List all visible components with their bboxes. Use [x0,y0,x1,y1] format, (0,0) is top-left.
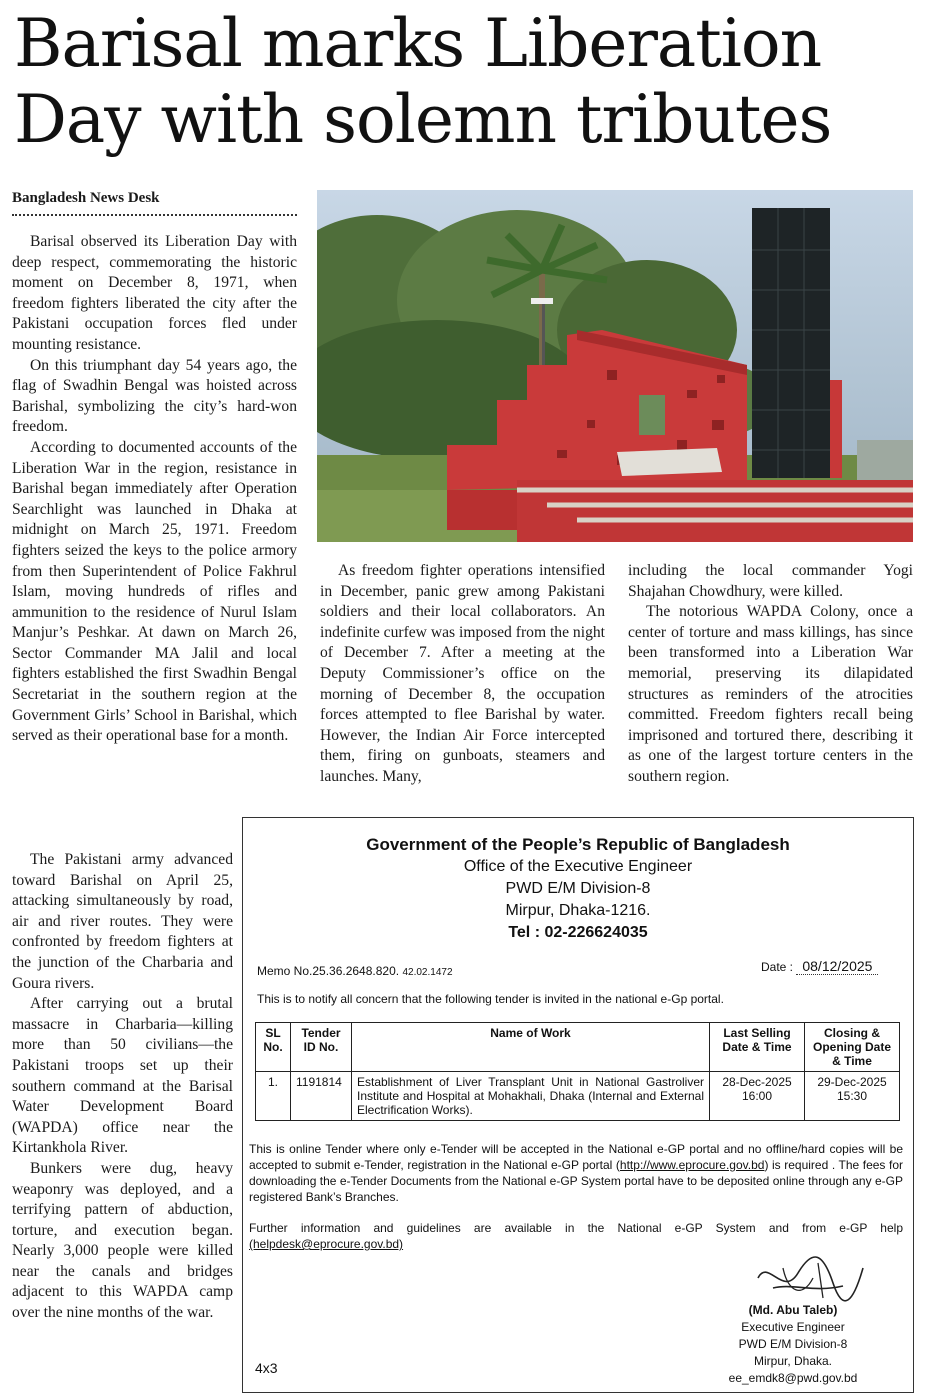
date-value: 08/12/2025 [796,958,878,975]
work-cell: Establishment of Liver Transplant Unit in National Gastroliver Institute and Hospital at Mohakhali, Dhaka (Internal and External Electrification Works). [352,1072,710,1121]
tender-id-cell: 1191814 [291,1072,352,1121]
selling-time: 16:00 [741,1089,773,1103]
paragraph: including the local commander Yogi Shajahan Chowdhury, were killed. [628,562,913,600]
paragraph: Bunkers were dug, heavy weaponry was deployed, and a terrifying pattern of abduction, torture, and execution began. Nearly 3,000 people were killed near the canals and bridges adjacent to this WAPDA camp over the nine months of the war. [12,1159,233,1322]
memo-suffix: 42.02.1472 [402,967,453,978]
article-column-2 [320,561,605,788]
eprocure-link[interactable]: http://www.eprocure.gov.bd [619,1158,765,1172]
closing-date: 29-Dec-2025 [817,1075,887,1089]
signer-division: PWD E/M Division-8 [738,1337,848,1351]
tender-table [255,1022,900,1121]
closing-time: 15:30 [836,1089,868,1103]
paragraph: After carrying out a brutal massacre in Charbaria—killing more than 50 civilians—the Pakistani troops set up their southern command at the Barisal Water Development Board (WAPDA) office near the Kirtankhola River. [12,995,233,1157]
byline: Bangladesh News Desk [12,190,297,216]
gov-title: Government of the People’s Republic of Bangladesh [366,835,790,854]
memorial-photo [317,190,913,542]
paragraph: As freedom fighter operations intensified in December, panic grew among Pakistani soldiers and their local collaborators. An indefinite curfew was imposed from the night of December 7. After a meeting at the Deputy Commissioner’s office on the morning of December 8, the occupation forces attempted to flee Barishal by water. However, the Indian Air Force intercepted them, firing on gunboats, steamers and launches. Many, [320,562,605,785]
signer-title: Executive Engineer [741,1320,845,1334]
selling-cell [710,1072,805,1121]
table-row [256,1072,900,1121]
paragraph: The notorious WAPDA Colony, once a center of torture and mass killings, has since been transformed into a Liberation War memorial, preserving its dilapidated structures as reminders of the atrocities committed. Freedom fighters recall being imprisoned and tortured there, describing it as one of the largest torture centers in the southern region. [628,603,913,785]
online-note-part2: ) is required . The fees for downloading the e-Tender Documents from the National e-GP System portal have to be deposited online through any e-GP registered Bank’s Branches. [249,1158,903,1204]
col-header: Tender ID No. [291,1023,352,1072]
signature-block [713,1302,873,1387]
col-header: Closing & Opening Date & Time [805,1023,900,1072]
online-note-part1: This is online Tender where only e-Tender will be accepted in the National e-GP portal and no offline/hard copies will be accepted to submit e-Tender, registration in the National e-GP portal ( [249,1142,903,1172]
paragraph: Barisal observed its Liberation Day with deep respect, commemorating the historic moment on December 8, 1971, when freedom fighters liberated the city after the Pakistani occupation forces fled under mounting resistance. [12,233,297,353]
office-title: Office of the Executive Engineer [463,858,693,875]
table-header-row [256,1023,900,1072]
sl-cell: 1. [256,1072,291,1121]
paragraph: According to documented accounts of the Liberation War in the region, resistance in Barishal began immediately after Operation Searchlight was launched in Dhaka at midnight on March 25, 1971. Freedom fighters seized the keys to the police armory from then Superintendent of Police Fakhrul Islam, moving hundreds of rifles and ammunition to the residence of Nurul Islam Manjur’s Peshkar. At dawn on March 26, Sector Commander MA Jalil and local fighters established the first Swadhin Bengal Secretariat in the southern region at the Government Girls’ School in Barishal, which served as their operational base for a month. [12,438,297,745]
further-info-text: Further information and guidelines are available in the National e-GP System and from e-GP help [249,1221,903,1235]
signer-name: (Md. Abu Taleb) [748,1303,838,1317]
signer-email: ee_emdk8@pwd.gov.bd [728,1371,858,1385]
tender-notice [242,817,914,1393]
signature-icon [743,1248,873,1308]
article-column-1-continued [12,850,233,1324]
division-title: PWD E/M Division-8 [505,880,651,897]
memo-line [257,964,453,978]
headline: Barisal marks Liberation Day with solemn tributes [14,5,832,158]
date-line [761,958,878,974]
selling-date: 28-Dec-2025 [722,1075,792,1089]
online-note [249,1141,903,1205]
office-address: Mirpur, Dhaka-1216. [505,902,651,919]
memo-number: Memo No.25.36.2648.820. [257,964,400,978]
helpdesk-email[interactable]: (helpdesk@eprocure.gov.bd) [249,1237,404,1251]
liberation-memorial-image [317,190,913,542]
date-label: Date : [761,960,794,974]
col-header: Last Selling Date & Time [710,1023,805,1072]
paragraph: The Pakistani army advanced toward Barishal on April 25, attacking simultaneously by road, air and river routes. They were confronted by freedom fighters at the junction of the Charbaria and Goura rivers. [12,851,233,992]
office-tel: Tel : 02-226624035 [508,924,648,941]
signer-address: Mirpur, Dhaka. [753,1354,833,1368]
col-header: Name of Work [352,1023,710,1072]
paragraph: On this triumphant day 54 years ago, the flag of Swadhin Bengal was hoisted across Barishal, symbolizing the city’s hard-won freedom. [12,356,297,436]
article-column-3 [628,561,913,788]
article-column-1 [12,232,297,747]
ad-size-code: 4x3 [255,1360,278,1376]
col-header: SL No. [256,1023,291,1072]
notify-text: This is to notify all concern that the following tender is invited in the national e-Gp portal. [257,992,724,1006]
closing-cell [805,1072,900,1121]
